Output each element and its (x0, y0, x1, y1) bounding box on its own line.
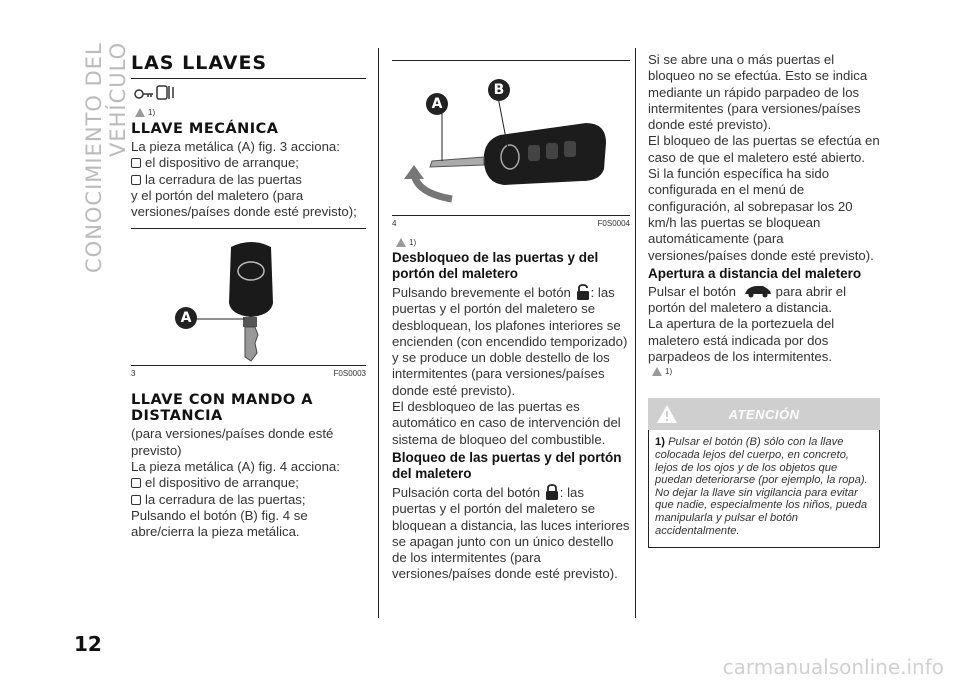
paragraph: y el portón del maletero (para versiones/países donde esté previsto); (131, 187, 357, 220)
paragraph: (para versiones/países donde esté previsto) (131, 426, 334, 458)
figure-top-rule (392, 60, 630, 61)
attention-number: 1) (655, 436, 665, 449)
figure-code: F0S0003 (333, 369, 366, 379)
warning-note: 1) (396, 238, 630, 247)
attention-text: Pulsar el botón (B) sólo con la llave colocada lejos del cuerpo, en concreto, lejos de los ojos y de los objetos que puedan deteriorarse (por ejemplo, la ropa). No dejar la llave sin vigilancia para evitar que nadie, especialmente los niños, pueda manipularla y pulsar el botón accidentalmente. (655, 436, 868, 537)
paragraph: Pulsar el botón para abrir el portón del maletero a distancia. (648, 283, 847, 316)
title-rule (131, 78, 366, 79)
figure-4 (392, 65, 630, 216)
warning-icon (656, 404, 678, 424)
figure-caption (392, 219, 630, 228)
callout-b: B (488, 79, 510, 101)
checkbox-bullet-icon (131, 175, 141, 185)
checkbox-bullet-icon (131, 158, 141, 168)
page-title: LAS LLAVES (131, 52, 268, 74)
checkbox-bullet-icon (131, 495, 141, 505)
paragraph: Pulsando el botón (B) fig. 4 se abre/cierra la pieza metálica. (131, 507, 308, 540)
column-2 (392, 52, 630, 583)
paragraph: Pulsando brevemente el botón : las puertas y el portón del maletero se desbloquean, los plafones interiores se encienden (con encendido temporizado) y se produce un doble destello de los intermitentes (para versiones/países donde esté previsto). (392, 285, 628, 398)
attention-header (648, 398, 880, 430)
checkbox-bullet-icon (131, 478, 141, 488)
lock-icon (545, 484, 559, 500)
watermark: carmanualsonline.info (722, 655, 944, 679)
list-item: el dispositivo de arranque; (131, 155, 366, 171)
warning-icon (135, 108, 145, 117)
page-number: 12 (74, 632, 102, 656)
mechanical-key-illustration (131, 233, 366, 363)
figure-caption (131, 369, 366, 378)
figure-top-rule (131, 228, 366, 229)
figure-number: 4 (392, 219, 397, 228)
attention-content (648, 430, 880, 548)
column-divider (635, 48, 636, 618)
callout-a: A (175, 307, 197, 329)
attention-box (648, 398, 880, 548)
figure-code: F0S0004 (597, 219, 630, 228)
paragraph: La pieza metálica (A) fig. 3 acciona: (131, 139, 340, 154)
warning-icon (652, 367, 662, 376)
column-divider (378, 48, 379, 618)
heading-llave-mando: LLAVE CON MANDO A DISTANCIA (131, 392, 313, 425)
list-item: la cerradura de las puertas (131, 172, 366, 188)
section-side-title: CONOCIMIENTO DEL VEHÍCULO (82, 42, 130, 273)
heading-apertura: Apertura a distancia del maletero (648, 265, 862, 281)
figure-number: 3 (131, 369, 136, 379)
warning-note: 1) (135, 108, 366, 117)
column-1 (131, 52, 366, 541)
warning-note: 1) (652, 367, 880, 376)
attention-title: ATENCIÓN (728, 406, 800, 422)
paragraph: El bloqueo de las puertas se efectúa en caso de que el maletero esté abierto. Si la función específica ha sido configurada en el menú de configuración, al sobrepasar los 20 km/h las puertas se bloquean automáticamente (para versiones/países donde esté previsto). (648, 133, 880, 263)
paragraph: La pieza metálica (A) fig. 4 acciona: (131, 459, 340, 475)
list-item: el dispositivo de arranque; (131, 475, 366, 491)
paragraph: El desbloqueo de las puertas es automático en caso de intervención del sistema de bloqueo del combustible. (392, 399, 621, 447)
paragraph: La apertura de la portezuela del maletero está indicada por dos parpadeos de los intermitentes. (648, 316, 835, 365)
figure-3 (131, 233, 366, 366)
heading-llave-mecanica: LLAVE MECÁNICA (131, 121, 279, 137)
paragraph: Pulsación corta del botón : las puertas y el portón del maletero se bloquean a distancia, las luces interiores se apagan junto con un único destello de los intermitentes (para versiones/países donde esté previsto). (392, 484, 630, 582)
heading-desbloqueo: Desbloqueo de las puertas y del portón del maletero (392, 250, 599, 281)
warning-icon (396, 238, 406, 247)
trunk-open-icon (743, 284, 773, 298)
list-item: la cerradura de las puertas; (131, 492, 366, 508)
remote-key-illustration (392, 65, 630, 213)
key-icon (133, 83, 179, 101)
callout-a: A (426, 93, 448, 115)
paragraph: Si se abre una o más puertas el bloqueo no se efectúa. Esto se indica mediante un rápido parpadeo de los intermitentes (para versiones/países donde esté previsto). (648, 52, 868, 133)
unlock-icon (576, 284, 590, 300)
column-3 (648, 52, 880, 548)
heading-bloqueo: Bloqueo de las puertas y del portón del maletero (392, 449, 622, 481)
